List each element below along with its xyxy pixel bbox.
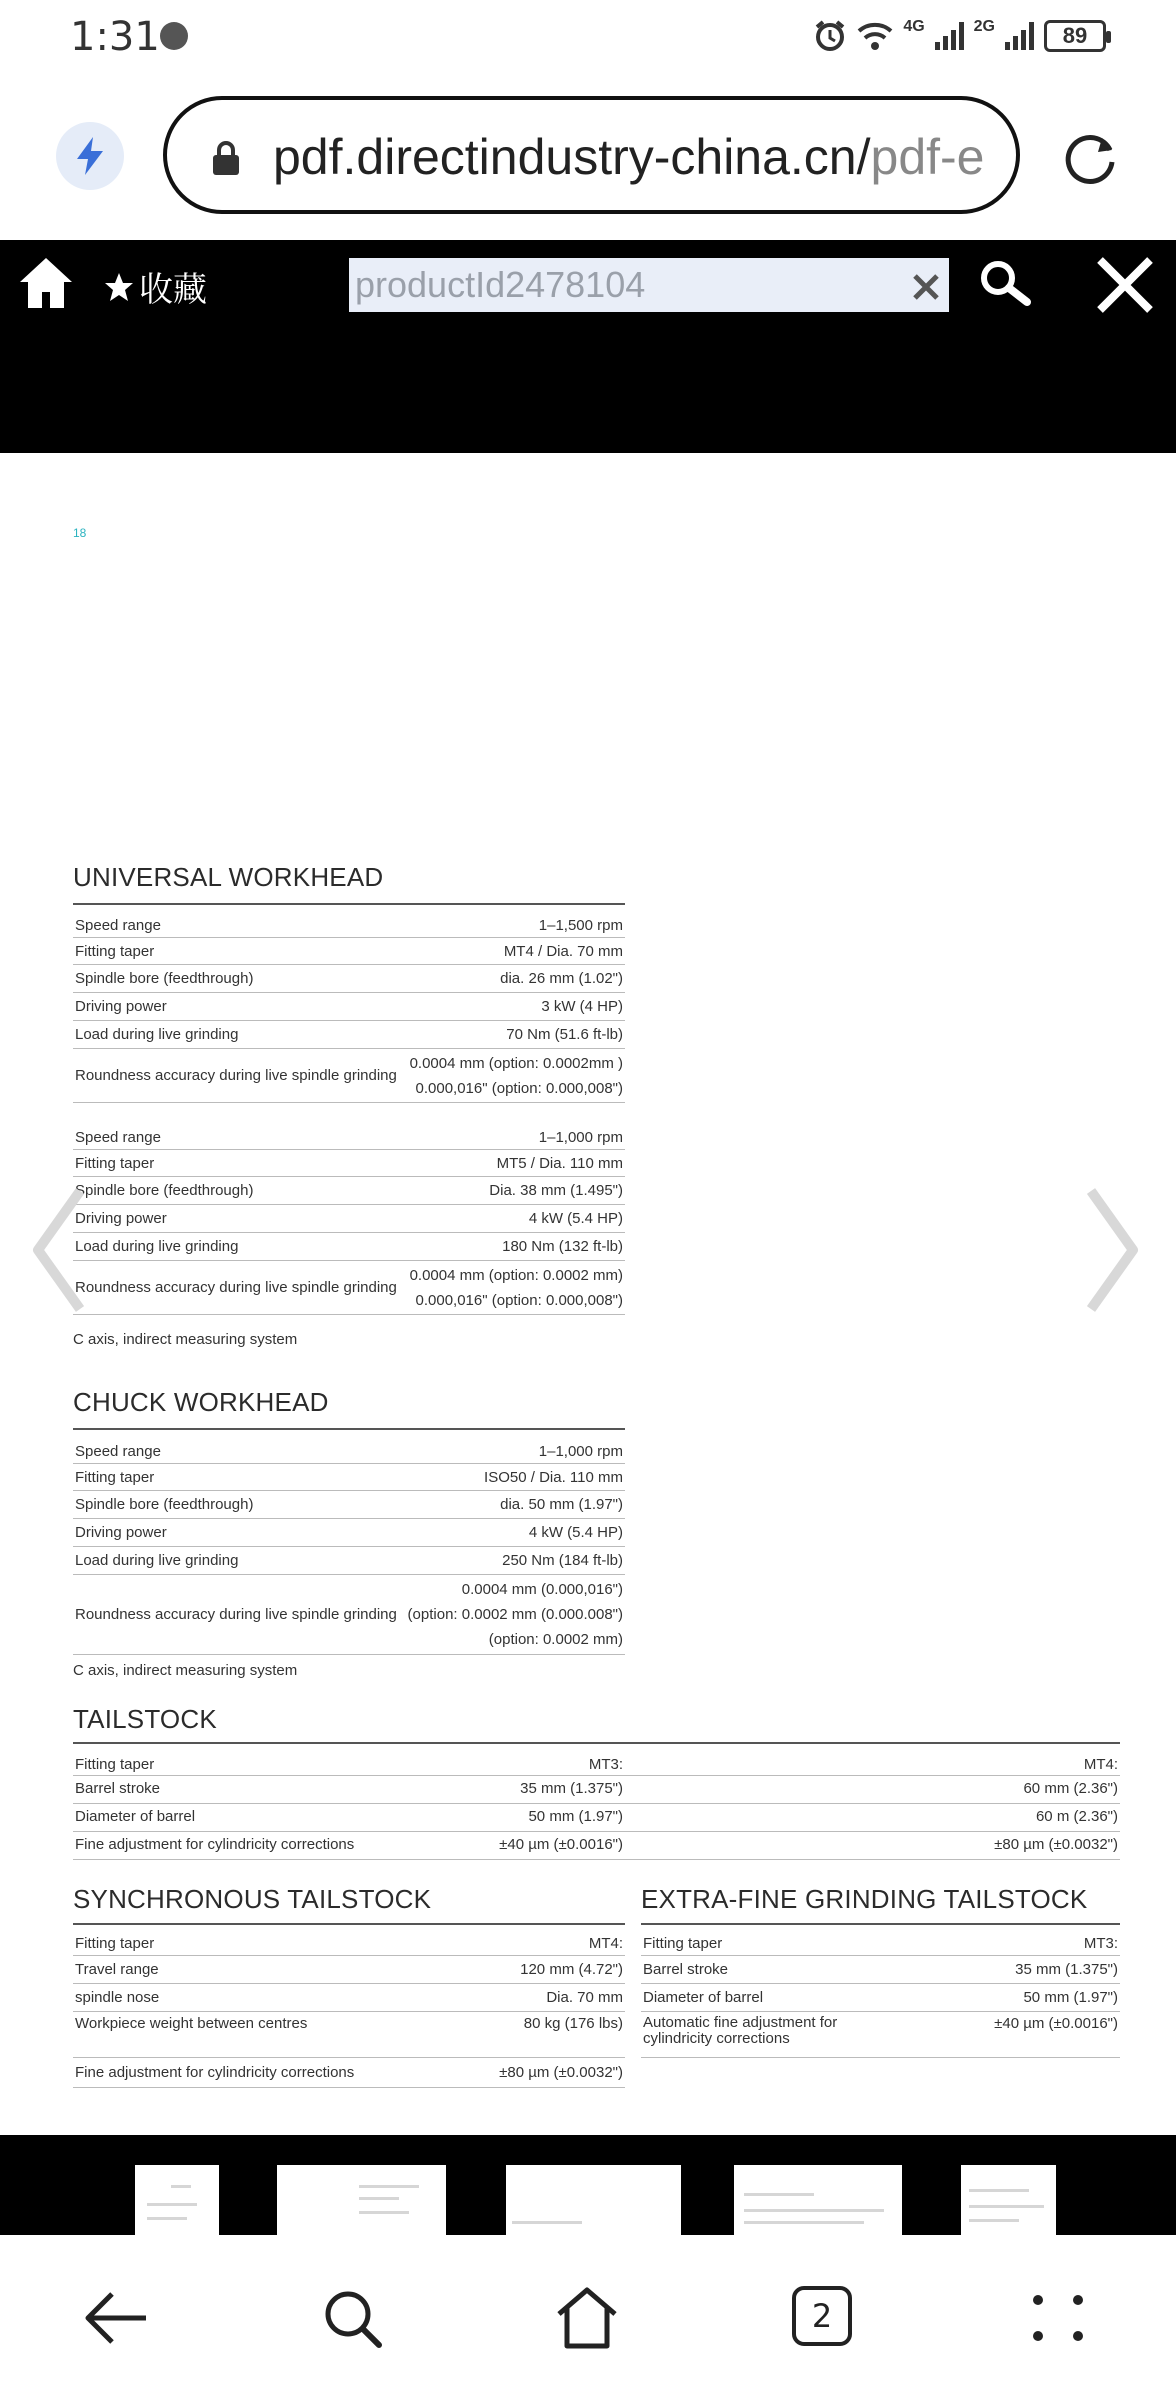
universal-workhead-table-a (73, 914, 625, 1103)
row-value (410, 1263, 623, 1313)
row-value-2: ±80 µm (±0.0032") (994, 1836, 1118, 1853)
row-value: 35 mm (1.375") (1015, 1961, 1118, 1978)
more-menu-icon[interactable] (1030, 2292, 1086, 2344)
site-search-box (349, 258, 949, 312)
row-value: ±40 µm (±0.0016") (994, 2015, 1118, 2032)
table-row (73, 1956, 625, 1984)
search-icon[interactable] (978, 258, 1034, 310)
back-arrow-icon[interactable] (84, 2290, 150, 2346)
row-label: Fitting taper (75, 942, 155, 960)
page-thumbnail[interactable] (135, 2165, 219, 2235)
row-label: Roundness accuracy during live spindle grinding (75, 1067, 397, 1084)
extra-fine-tailstock-table (641, 1932, 1120, 2058)
row-value: dia. 26 mm (1.02") (500, 970, 623, 987)
row-value-line-2: 0.000,016" (option: 0.000,008") (415, 1079, 623, 1097)
row-value: 80 kg (176 lbs) (523, 2015, 623, 2032)
row-value: 1–1,500 rpm (538, 917, 623, 934)
table-row (641, 1956, 1120, 1984)
url-main: pdf.directindustry-china.cn/ (273, 129, 871, 185)
row-value: 1–1,000 rpm (538, 1129, 623, 1146)
tab-switcher-button[interactable]: 2 (792, 2286, 852, 2346)
row-value-line-1: 0.0004 mm (option: 0.0002mm ) (409, 1054, 623, 1072)
universal-workhead-title: UNIVERSAL WORKHEAD (73, 862, 384, 892)
row-value: Dia. 70 mm (546, 1989, 623, 2006)
row-label: Fitting taper (75, 1154, 155, 1172)
universal-workhead-note: C axis, indirect measuring system (73, 1331, 298, 1348)
tailstock-title: TAILSTOCK (73, 1704, 217, 1734)
row-value-2: 60 mm (2.36") (1023, 1780, 1118, 1797)
table-row (73, 993, 625, 1021)
notification-icon (160, 22, 188, 50)
table-row (73, 1519, 625, 1547)
favorites-label: 收藏 (139, 270, 207, 310)
star-icon (103, 271, 135, 303)
table-row (73, 1752, 1120, 1776)
row-value-1: 50 mm (1.97") (528, 1808, 623, 1825)
chuck-workhead-note: C axis, indirect measuring system (73, 1662, 298, 1679)
row-value-line-1: 0.0004 mm (option: 0.0002 mm) (409, 1266, 623, 1284)
row-label: Load during live grinding (75, 1238, 239, 1255)
close-icon[interactable] (1094, 254, 1156, 316)
table-row (73, 1021, 625, 1049)
row-value: 120 mm (4.72") (520, 1961, 623, 1978)
table-row (73, 1126, 625, 1150)
row-value: Dia. 38 mm (1.495") (489, 1182, 623, 1199)
universal-workhead-table-b (73, 1126, 625, 1315)
row-value-2: 60 m (2.36") (1035, 1808, 1118, 1825)
row-label: Driving power (75, 1210, 167, 1227)
row-label-line-2: cylindricity corrections (643, 2030, 790, 2047)
section-rule (641, 1923, 1120, 1925)
site-search-input[interactable] (355, 264, 895, 306)
table-row (73, 1832, 1120, 1860)
row-label: Speed range (75, 1443, 161, 1460)
row-label: Speed range (75, 917, 161, 934)
bolt-button[interactable] (56, 122, 124, 190)
row-value: MT4: (588, 1935, 623, 1952)
section-rule (73, 1428, 625, 1430)
row-value-1: MT3: (588, 1756, 623, 1773)
row-label: Fine adjustment for cylindricity corrections (75, 1836, 355, 1853)
row-label: Load during live grinding (75, 1026, 239, 1043)
home-icon[interactable] (16, 254, 76, 312)
row-label: Fine adjustment for cylindricity corrections (75, 2064, 355, 2081)
row-label: Workpiece weight between centres (75, 2015, 308, 2032)
row-value: ISO50 / Dia. 110 mm (484, 1468, 623, 1486)
table-row (73, 1233, 625, 1261)
row-label: Driving power (75, 1524, 167, 1541)
table-row (73, 1150, 625, 1177)
row-value-line-2: 0.000,016" (option: 0.000,008") (415, 1291, 623, 1309)
row-value: 50 mm (1.97") (1023, 1989, 1118, 2006)
row-value: 250 Nm (184 ft-lb) (502, 1552, 623, 1569)
row-value: 3 kW (4 HP) (541, 998, 623, 1015)
row-value: 4 kW (5.4 HP) (528, 1210, 623, 1227)
row-label: Barrel stroke (643, 1961, 729, 1978)
row-label: spindle nose (75, 1989, 160, 2006)
network-type-2: 2G (973, 18, 995, 35)
table-row (641, 1932, 1120, 1956)
row-label (643, 2015, 837, 2047)
url-dim: pdf-e (870, 129, 985, 185)
row-label: Spindle bore (feedthrough) (75, 1496, 254, 1513)
page-thumbnail[interactable] (277, 2165, 446, 2235)
page-thumbnail[interactable] (506, 2165, 681, 2235)
row-value-2: MT4: (1083, 1756, 1118, 1773)
network-type-1: 4G (903, 18, 925, 35)
table-row (641, 2012, 1120, 2058)
row-value: 4 kW (5.4 HP) (528, 1524, 623, 1541)
row-label: Driving power (75, 998, 167, 1015)
row-label: Fitting taper (75, 1468, 155, 1486)
section-rule (73, 903, 625, 905)
table-row (73, 1575, 625, 1655)
row-label: Diameter of barrel (75, 1808, 196, 1825)
row-value: MT3: (1083, 1935, 1118, 1952)
table-row (73, 1984, 625, 2012)
table-row (73, 965, 625, 993)
row-value: dia. 50 mm (1.97") (500, 1496, 623, 1513)
table-row (73, 938, 625, 965)
signal-icon (935, 22, 964, 50)
row-label: Fitting taper (75, 1756, 155, 1773)
browser-toolbar (0, 72, 1176, 240)
row-value: ±80 µm (±0.0032") (499, 2064, 623, 2081)
table-row (73, 1547, 625, 1575)
section-rule (73, 1742, 1120, 1744)
status-bar (0, 0, 1176, 72)
row-value-line-1: 0.0004 mm (0.000,016") (461, 1581, 623, 1598)
reload-icon[interactable] (1062, 128, 1120, 186)
page-thumbnail[interactable] (961, 2165, 1056, 2235)
lock-icon (211, 140, 241, 176)
table-row (73, 1464, 625, 1491)
table-row (73, 914, 625, 938)
row-value (410, 1051, 623, 1101)
url-text (273, 128, 984, 186)
row-label: Speed range (75, 1129, 161, 1146)
table-row (73, 1932, 625, 1956)
table-row (73, 1776, 1120, 1804)
search-icon[interactable] (320, 2286, 384, 2350)
row-value-1: 35 mm (1.375") (520, 1780, 623, 1797)
status-icons (813, 16, 1106, 56)
clear-icon[interactable] (911, 272, 941, 302)
address-bar[interactable] (163, 96, 1020, 214)
row-value-line-2: (option: 0.0002 mm (0.000.008") (407, 1606, 623, 1623)
section-rule (73, 1923, 625, 1925)
row-value: MT4 / Dia. 70 mm (503, 942, 623, 960)
table-row (73, 2058, 625, 2088)
chuck-workhead-title: CHUCK WORKHEAD (73, 1387, 329, 1417)
row-value: MT5 / Dia. 110 mm (496, 1154, 623, 1172)
previous-page-arrow-icon[interactable] (30, 1185, 86, 1315)
row-label: Roundness accuracy during live spindle grinding (75, 1606, 397, 1623)
chuck-workhead-table (73, 1440, 625, 1655)
row-value: 70 Nm (51.6 ft-lb) (506, 1026, 623, 1043)
alarm-icon (813, 19, 847, 53)
battery-icon: 89 (1044, 20, 1106, 52)
table-row (73, 1261, 625, 1315)
row-value: 1–1,000 rpm (538, 1443, 623, 1460)
favorites-button[interactable] (103, 262, 207, 311)
row-label: Roundness accuracy during live spindle grinding (75, 1279, 397, 1296)
table-row (73, 1804, 1120, 1832)
bolt-icon (75, 137, 105, 175)
table-row (73, 1205, 625, 1233)
table-row (641, 1984, 1120, 2012)
row-label: Barrel stroke (75, 1780, 161, 1797)
row-label: Travel range (75, 1961, 159, 1978)
page-number: 18 (73, 526, 87, 540)
table-row (73, 1440, 625, 1464)
table-row (73, 1177, 625, 1205)
status-time: 1:31 (70, 14, 160, 60)
extra-fine-tailstock-title: EXTRA-FINE GRINDING TAILSTOCK (641, 1884, 1088, 1914)
row-label: Fitting taper (75, 1935, 155, 1952)
home-icon[interactable] (553, 2284, 621, 2350)
row-value (408, 1577, 623, 1652)
row-value-1: ±40 µm (±0.0016") (499, 1836, 623, 1853)
page-thumbnail[interactable] (734, 2165, 902, 2235)
row-label: Fitting taper (643, 1935, 723, 1952)
next-page-arrow-icon[interactable] (1085, 1185, 1141, 1315)
row-value-line-3: (option: 0.0002 mm) (488, 1631, 623, 1648)
synchronous-tailstock-table (73, 1932, 625, 2088)
row-label: Spindle bore (feedthrough) (75, 1182, 254, 1199)
signal-icon-2 (1005, 22, 1034, 50)
row-label-line-1: Automatic fine adjustment for (643, 2014, 838, 2031)
table-row (73, 1491, 625, 1519)
table-row (73, 2012, 625, 2058)
row-label: Spindle bore (feedthrough) (75, 970, 254, 987)
row-label: Diameter of barrel (643, 1989, 764, 2006)
wifi-icon (857, 21, 893, 51)
table-row (73, 1049, 625, 1103)
row-label: Load during live grinding (75, 1552, 239, 1569)
synchronous-tailstock-title: SYNCHRONOUS TAILSTOCK (73, 1884, 432, 1914)
row-value: 180 Nm (132 ft-lb) (502, 1238, 623, 1255)
